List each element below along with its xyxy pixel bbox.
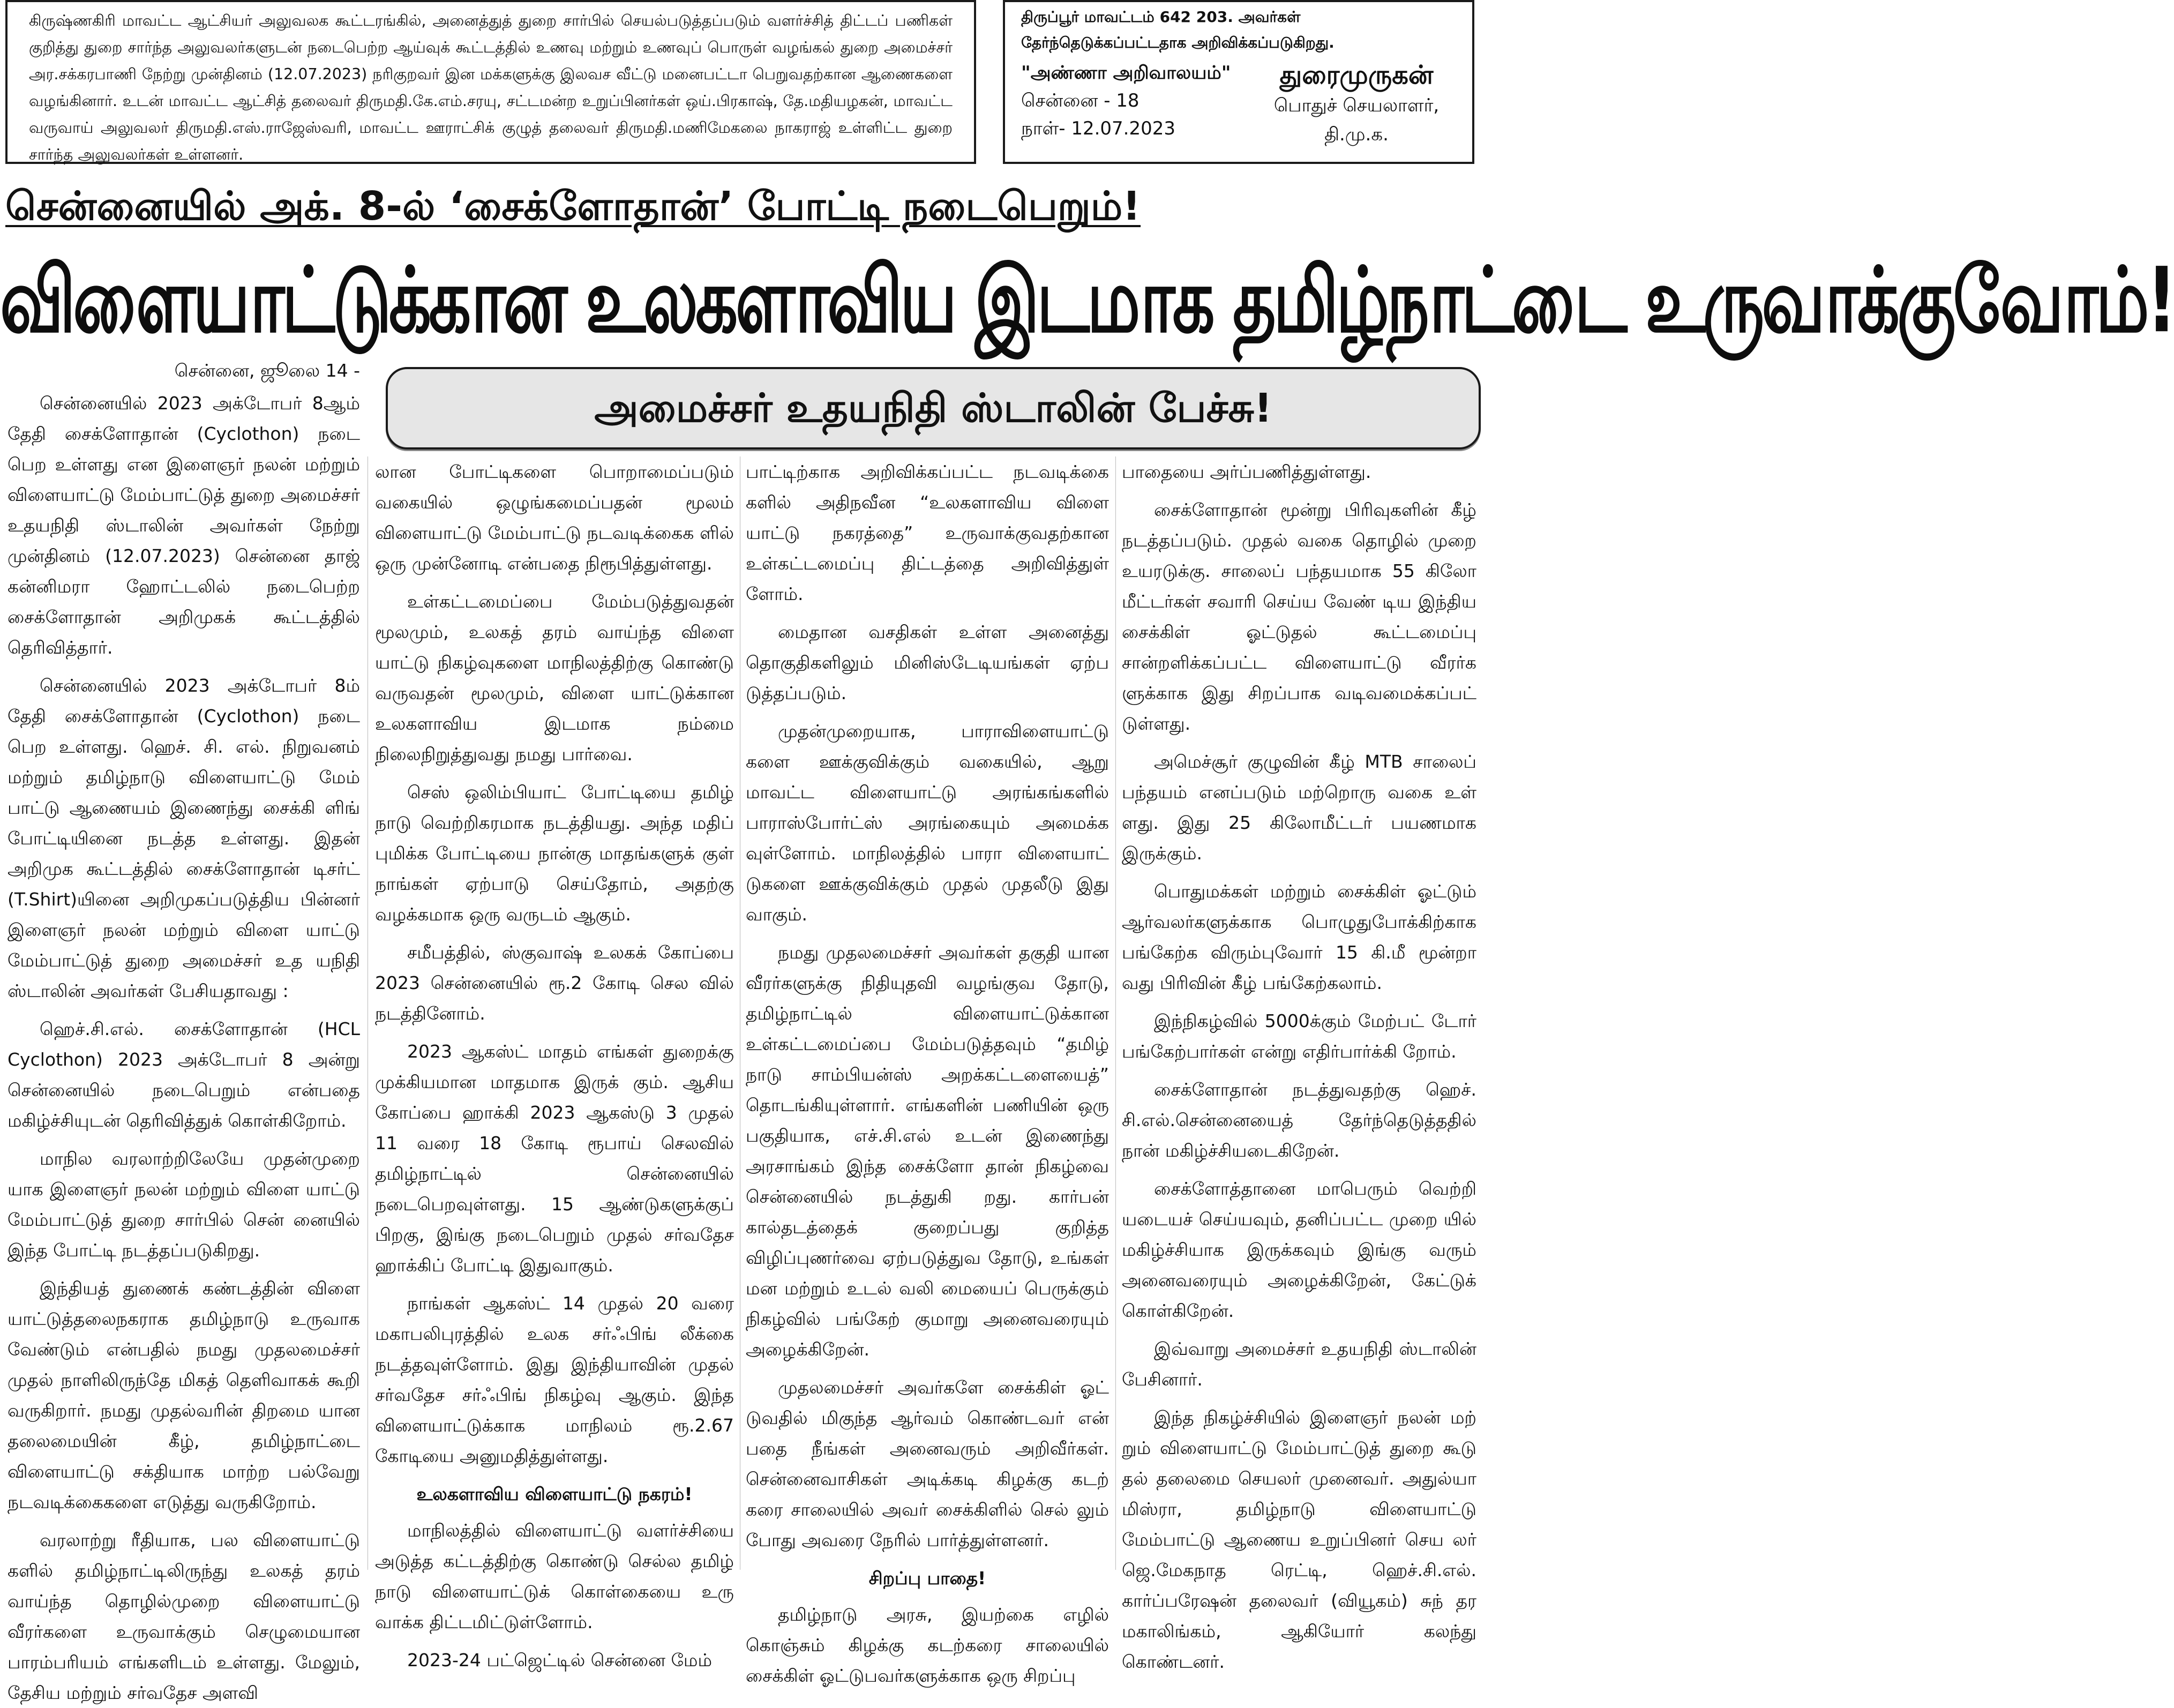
paragraph: முதன்முறையாக, பாராவிளையாட்டு களை ஊக்குவிக்கும் வகையில், ஆறு மாவட்ட விளையாட்டு அரங்கங்களில் பாராஸ்போர்ட்ஸ் அரங்கையும் அமைக்க வுள்ளோம். மாநிலத்தில் பாரா விளையாட் டுகளை ஊக்குவிக்கும் முதல் முதலீடு இது வாகும். bbox=[746, 721, 1109, 925]
article-column-4 bbox=[1122, 456, 1476, 1672]
notice-signatory bbox=[1255, 59, 1458, 149]
paragraph: இந்த நிகழ்ச்சியில் இளைஞர் நலன் மற் றும் விளையாட்டு மேம்பாட்டுத் துறை கூடு தல் தலைமை செயலர் முனைவர். அதுல்யா மிஸ்ரா, தமிழ்நாடு விளையாட்டு மேம்பாட்டு ஆணைய உறுப்பினர் செய லர் ஜெ.மேகநாத ரெட்டி, ஹெச்.சி.எல். கார்ப்பரேஷன் தலைவர் (வியூகம்) சுந் தர மகாலிங்கம், ஆகியோர் கலந்து கொண்டனர். bbox=[1122, 1407, 1476, 1672]
section-subheading: சிறப்பு பாதை! bbox=[868, 1568, 986, 1589]
photo-caption-text: கிருஷ்ணகிரி மாவட்ட ஆட்சியர் அலுவலக கூட்டரங்கில், அனைத்துத் துறை சார்பில் செயல்படுத்தப்படும் வளர்ச்சித் திட்டப் பணிகள் குறித்து துறை சார்ந்த அலுவலர்களுடன் நடைபெற்ற ஆய்வுக் கூட்டத்தில் உணவு மற்றும் உணவுப் பொருள் வழங்கல் துறை அமைச்சர் அர.சக்கரபாணி நேற்று முன்தினம் (12.07.2023) நரிகுறவர் இன மக்களுக்கு இலவச வீட்டு மனைபட்டா பெறுவதற்கான ஆணைகளை வழங்கினார். உடன் மாவட்ட ஆட்சித் தலைவர் திருமதி.கே.எம்.சரயு, சட்டமன்ற உறுப்பினர்கள் ஒய்.பிரகாஷ், தே.மதியழகன், மாவட்ட வருவாய் அலுவலர் திருமதி.எஸ்.ராஜேஸ்வரி, மாவட்ட ஊராட்சிக் குழுத் தலைவர் திருமதி.மணிமேகலை நாகராஜ் உள்ளிட்ட துறை சார்ந்த அலுவலர்கள் உள்ளனர். bbox=[29, 12, 953, 163]
notice-text: திருப்பூர் மாவட்டம் 642 203. அவர்கள் தேர்ந்தெடுக்கப்பட்டதாக அறிவிக்கப்படுகிறது. bbox=[1021, 8, 1335, 51]
paragraph: பாதையை அர்ப்பணித்துள்ளது. bbox=[1122, 461, 1371, 482]
notice-address bbox=[1021, 59, 1278, 143]
paragraph: தமிழ்நாடு அரசு, இயற்கை எழில் கொஞ்சும் கிழக்கு கடற்கரை சாலையில் சைக்கிள் ஓட்டுபவர்களுக்காக ஒரு சிறப்பு bbox=[746, 1604, 1109, 1686]
paragraph: சைக்ளோதான் மூன்று பிரிவுகளின் கீழ் நடத்தப்படும். முதல் வகை தொழில் முறை உயரடுக்கு. சாலைப் பந்தயமாக 55 கிலோ மீட்டர்கள் சவாரி செய்ய வேண் டிய இந்திய சைக்கிள் ஓட்டுதல் கூட்டமைப்பு சான்றளிக்கப்பட்ட விளையாட்டு வீரர்க ளுக்காக இது சிறப்பாக வடிவமைக்கப்பட் டுள்ளது. bbox=[1122, 499, 1476, 734]
notice-signature-block bbox=[1021, 59, 1458, 161]
paragraph: பாட்டிற்காக அறிவிக்கப்பட்ட நடவடிக்கை களில் அதிநவீன “உலகளாவிய விளை யாட்டு நகரத்தை” உருவாக்குவதற்கான உள்கட்டமைப்பு திட்டத்தை அறிவித்துள் ளோம். bbox=[746, 461, 1109, 604]
quote-banner bbox=[386, 367, 1481, 450]
notice-date: நாள்- 12.07.2023 bbox=[1021, 118, 1176, 139]
paragraph: உள்கட்டமைப்பை மேம்படுத்துவதன் மூலமும், உலகத் தரம் வாய்ந்த விளை யாட்டு நிகழ்வுகளை மாநிலத்திற்கு கொண்டு வருவதன் மூலமும், விளை யாட்டுக்கான உலகளாவிய இடமாக நம்மை நிலைநிறுத்துவது நமது பார்வை. bbox=[375, 591, 734, 765]
paragraph: வரலாற்று ரீதியாக, பல விளையாட்டு களில் தமிழ்நாட்டிலிருந்து உலகத் தரம் வாய்ந்த தொழில்முறை விளையாட்டு வீரர்களை உருவாக்கும் செழுமையான பாரம்பரியம் எங்களிடம் உள்ளது. மேலும், தேசிய மற்றும் சர்வதேச அளவி bbox=[8, 1530, 360, 1703]
headline: விளையாட்டுக்கான உலகளாவிய இடமாக தமிழ்நாட்டை உருவாக்குவோம்! bbox=[0, 249, 2174, 353]
paragraph: மாநில வரலாற்றிலேயே முதன்முறை யாக இளைஞர் நலன் மற்றும் விளை யாட்டு மேம்பாட்டுத் துறை சார்பில் சென் னையில் இந்த போட்டி நடத்தப்படுகிறது. bbox=[8, 1148, 360, 1261]
paragraph: லான போட்டிகளை பொறாமைப்படும் வகையில் ஒழுங்கமைப்பதன் மூலம் விளையாட்டு மேம்பாட்டு நடவடிக்கைக ளில் ஒரு முன்னோடி என்பதை நிரூபித்துள்ளது. bbox=[375, 461, 734, 574]
paragraph: இந்நிகழ்வில் 5000க்கும் மேற்பட் டோர் பங்கேற்பார்கள் என்று எதிர்பார்க்கி றோம். bbox=[1122, 1010, 1476, 1062]
paragraph: அமெச்சூர் குழுவின் கீழ் MTB சாலைப் பந்தயம் எனப்படும் மற்றொரு வகை உள் ளது. இது 25 கிலோமீட்டர் பயணமாக இருக்கும். bbox=[1122, 751, 1476, 864]
paragraph: சைக்ளோதான் நடத்துவதற்கு ஹெச். சி.எல்.சென்னையைத் தேர்ந்தெடுத்ததில் நான் மகிழ்ச்சியடைகிறேன். bbox=[1122, 1079, 1476, 1161]
party-notice-box bbox=[1003, 0, 1474, 164]
article-column-3 bbox=[746, 456, 1109, 1686]
section-subheading: உலகளாவிய விளையாட்டு நகரம்! bbox=[416, 1484, 693, 1504]
column-divider bbox=[1115, 456, 1116, 1570]
signatory-title: பொதுச் செயலாளர், bbox=[1273, 95, 1440, 116]
paragraph: 2023 ஆகஸ்ட் மாதம் எங்கள் துறைக்கு முக்கியமான மாதமாக இருக் கும். ஆசிய கோப்பை ஹாக்கி 2023 ஆகஸ்டு 3 முதல் 11 வரை 18 கோடி ரூபாய் செலவில் தமிழ்நாட்டில் சென்னையில் நடைபெறவுள்ளது. 15 ஆண்டுகளுக்குப் பிறகு, இங்கு நடைபெறும் முதல் சர்வதேச ஹாக்கிப் போட்டி இதுவாகும். bbox=[375, 1041, 734, 1276]
paragraph: நாங்கள் ஆகஸ்ட் 14 முதல் 20 வரை மகாபலிபுரத்தில் உலக சர்ஃபிங் லீக்கை நடத்தவுள்ளோம். இது இந்தியாவின் முதல் சர்வதேச சர்ஃபிங் நிகழ்வு ஆகும். இந்த விளையாட்டுக்காக மாநிலம் ரூ.2.67 கோடியை அனுமதித்துள்ளது. bbox=[375, 1293, 734, 1466]
paragraph: மைதான வசதிகள் உள்ள அனைத்து தொகுதிகளிலும் மினிஸ்டேடியங்கள் ஏற்ப டுத்தப்படும். bbox=[746, 621, 1109, 703]
article-column-2 bbox=[375, 456, 734, 1670]
signatory-name: துரைமுருகன் bbox=[1279, 60, 1434, 90]
paragraph: ஹெச்.சி.எல். சைக்ளோதான் (HCL Cyclothon) 2023 அக்டோபர் 8 அன்று சென்னையில் நடைபெறும் என்பதை மகிழ்ச்சியுடன் தெரிவித்துக் கொள்கிறோம். bbox=[8, 1018, 360, 1131]
paragraph: சைக்ளோத்தானை மாபெரும் வெற்றி யடையச் செய்யவும், தனிப்பட்ட முறை யில் மகிழ்ச்சியாக இருக்கவும் இங்கு வரும் அனைவரையும் அழைக்கிறேன், கேட்டுக் கொள்கிறேன். bbox=[1122, 1178, 1476, 1321]
paragraph: நமது முதலமைச்சர் அவர்கள் தகுதி யான வீரர்களுக்கு நிதியுதவி வழங்குவ தோடு, தமிழ்நாட்டில் விளையாட்டுக்கான உள்கட்டமைப்பை மேம்படுத்தவும் “தமிழ் நாடு சாம்பியன்ஸ் அறக்கட்டளையைத்” தொடங்கியுள்ளார். எங்களின் பணியின் ஒரு பகுதியாக, எச்.சி.எல் உடன் இணைந்து அரசாங்கம் இந்த சைக்ளோ தான் நிகழ்வை சென்னையில் நடத்துகி றது. கார்பன் கால்தடத்தைக் குறைப்பது குறித்த விழிப்புணர்வை ஏற்படுத்துவ தோடு, உங்கள் மன மற்றும் உடல் வலி மையைப் பெருக்கும் நிகழ்வில் பங்கேற் குமாறு அனைவரையும் அழைக்கிறேன். bbox=[746, 942, 1109, 1360]
notice-city: சென்னை - 18 bbox=[1021, 90, 1140, 111]
article-column-1 bbox=[8, 355, 360, 1703]
paragraph: இந்தியத் துணைக் கண்டத்தின் விளை யாட்டுத்தலைநகராக தமிழ்நாடு உருவாக வேண்டும் என்பதில் நமது முதலமைச்சர் முதல் நாளிலிருந்தே மிகத் தெளிவாகக் கூறி வருகிறார். நமது முதல்வரின் திறமை யான தலைமையின் கீழ், தமிழ்நாட்டை விளையாட்டு சக்தியாக மாற்ற பல்வேறு நடவடிக்கைகளை எடுத்து வருகிறோம். bbox=[8, 1278, 360, 1512]
paragraph: இவ்வாறு அமைச்சர் உதயநிதி ஸ்டாலின் பேசினார். bbox=[1122, 1338, 1476, 1390]
signatory-party: தி.மு.க. bbox=[1324, 124, 1389, 145]
dateline: சென்னை, ஜூலை 14 - bbox=[174, 360, 360, 381]
paragraph: முதலமைச்சர் அவர்களே சைக்கிள் ஓட் டுவதில் மிகுந்த ஆர்வம் கொண்டவர் என் பதை நீங்கள் அனைவரும் அறிவீர்கள். சென்னைவாசிகள் அடிக்கடி கிழக்கு கடற் கரை சாலையில் அவர் சைக்கிளில் செல் லும் போது அவரை நேரில் பார்த்துள்ளனர். bbox=[746, 1377, 1109, 1550]
paragraph: சென்னையில் 2023 அக்டோபர் 8ம் தேதி சைக்ளோதான் (Cyclothon) நடை பெற உள்ளது. ஹெச். சி. எல். நிறுவனம் மற்றும் தமிழ்நாடு விளையாட்டு மேம் பாட்டு ஆணையம் இணைந்து சைக்கி ளிங் போட்டியினை நடத்த உள்ளது. இதன் அறிமுக கூட்டத்தில் சைக்ளோதான் டிசர்ட் (T.Shirt)யினை அறிமுகப்படுத்திய பின்னர் இளைஞர் நலன் மற்றும் விளை யாட்டு மேம்பாட்டுத் துறை அமைச்சர் உத யநிதி ஸ்டாலின் அவர்கள் பேசியதாவது : bbox=[8, 675, 360, 1001]
paragraph: செஸ் ஒலிம்பியாட் போட்டியை தமிழ் நாடு வெற்றிகரமாக நடத்தியது. அந்த மதிப் புமிக்க போட்டியை நான்கு மாதங்களுக் குள் நாங்கள் ஏற்பாடு செய்தோம், அதற்கு வழக்கமாக ஒரு வருடம் ஆகும். bbox=[375, 782, 734, 925]
subheadline: சென்னையில் அக். 8-ல் ‘சைக்ளோதான்’ போட்டி நடைபெறும்! bbox=[5, 183, 1141, 229]
paragraph: பொதுமக்கள் மற்றும் சைக்கிள் ஓட்டும் ஆர்வலர்களுக்காக பொழுதுபோக்கிற்காக பங்கேற்க விரும்புவோர் 15 கி.மீ மூன்றா வது பிரிவின் கீழ் பங்கேற்கலாம். bbox=[1122, 881, 1476, 993]
paragraph: சமீபத்தில், ஸ்குவாஷ் உலகக் கோப்பை 2023 சென்னையில் ரூ.2 கோடி செல வில் நடத்தினோம். bbox=[375, 942, 734, 1024]
banner-text: அமைச்சர் உதயநிதி ஸ்டாலின் பேச்சு! bbox=[594, 385, 1272, 431]
paragraph: மாநிலத்தில் விளையாட்டு வளர்ச்சியை அடுத்த கட்டத்திற்கு கொண்டு செல்ல தமிழ் நாடு விளையாட்டுக் கொள்கையை உரு வாக்க திட்டமிட்டுள்ளோம். bbox=[375, 1520, 734, 1632]
notice-org: "அண்ணா அறிவாலயம்" bbox=[1021, 62, 1231, 84]
photo-caption-box bbox=[5, 0, 976, 164]
paragraph: சென்னையில் 2023 அக்டோபர் 8ஆம் தேதி சைக்ளோதான் (Cyclothon) நடை பெற உள்ளது என இளைஞர் நலன் மற்றும் விளையாட்டு மேம்பாட்டுத் துறை அமைச்சர் உதயநிதி ஸ்டாலின் அவர்கள் நேற்று முன்தினம் (12.07.2023) சென்னை தாஜ் கன்னிமரா ஹோட்டலில் நடைபெற்ற சைக்ளோதான் அறிமுகக் கூட்டத்தில் தெரிவித்தார். bbox=[8, 393, 360, 658]
paragraph: 2023-24 பட்ஜெட்டில் சென்னை மேம் bbox=[407, 1650, 713, 1670]
